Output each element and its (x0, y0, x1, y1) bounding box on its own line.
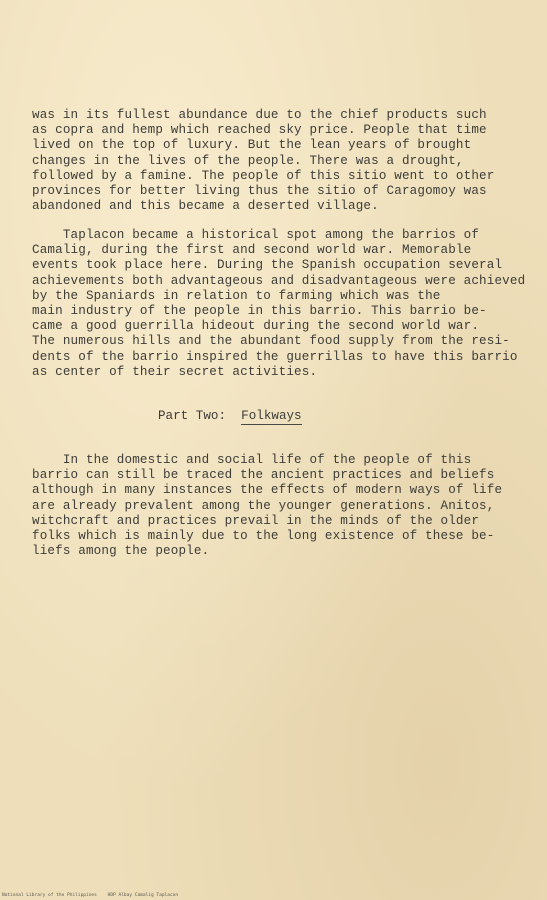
line: folks which is mainly due to the long existence of these be- (32, 529, 495, 544)
section-heading-prefix: Part Two: (158, 409, 227, 423)
line: as center of their secret activities. (32, 364, 318, 379)
line: by the Spaniards in relation to farming which was the (32, 288, 441, 303)
line: Camalig, during the first and second world war. Memorable (32, 243, 472, 258)
line: as copra and hemp which reached sky price. People that time (32, 123, 487, 138)
line: are already prevalent among the younger generations. Anitos, (32, 498, 495, 513)
line: changes in the lives of the people. There was a drought, (32, 153, 464, 168)
line: Taplacon became a historical spot among the barrios of (32, 228, 480, 242)
line: followed by a famine. The people of this sitio went to other (32, 168, 495, 183)
line: In the domestic and social life of the people of this (32, 453, 472, 467)
section-heading-title: Folkways (241, 409, 302, 423)
line: barrio can still be traced the ancient practices and beliefs (32, 468, 495, 483)
paragraph-history-end (32, 108, 502, 214)
line: abandoned and this became a deserted village. (32, 199, 379, 214)
line: came a good guerrilla hideout during the second world war. (32, 319, 480, 334)
line: lived on the top of luxury. But the lean years of brought (32, 138, 472, 153)
line: liefs among the people. (32, 544, 210, 559)
line: The numerous hills and the abundant food supply from the resi- (32, 334, 510, 349)
line: main industry of the people in this barrio. This barrio be- (32, 304, 487, 319)
line: dents of the barrio inspired the guerrillas to have this barrio (32, 349, 518, 364)
section-heading (158, 409, 302, 424)
paragraph-historical-spot (32, 228, 526, 380)
line: events took place here. During the Spanish occupation several (32, 258, 503, 273)
paragraph-folkways (32, 453, 502, 559)
line: was in its fullest abundance due to the chief products such (32, 108, 487, 122)
line: provinces for better living thus the sitio of Caragomoy was (32, 184, 487, 199)
line: witchcraft and practices prevail in the minds of the older (32, 513, 480, 528)
line: although in many instances the effects of modern ways of life (32, 483, 503, 498)
archive-footer: National Library of the Philippines HDP Albay Camalig Taplacon (2, 893, 179, 898)
line: achievements both advantageous and disadvantageous were achieved (32, 273, 526, 288)
